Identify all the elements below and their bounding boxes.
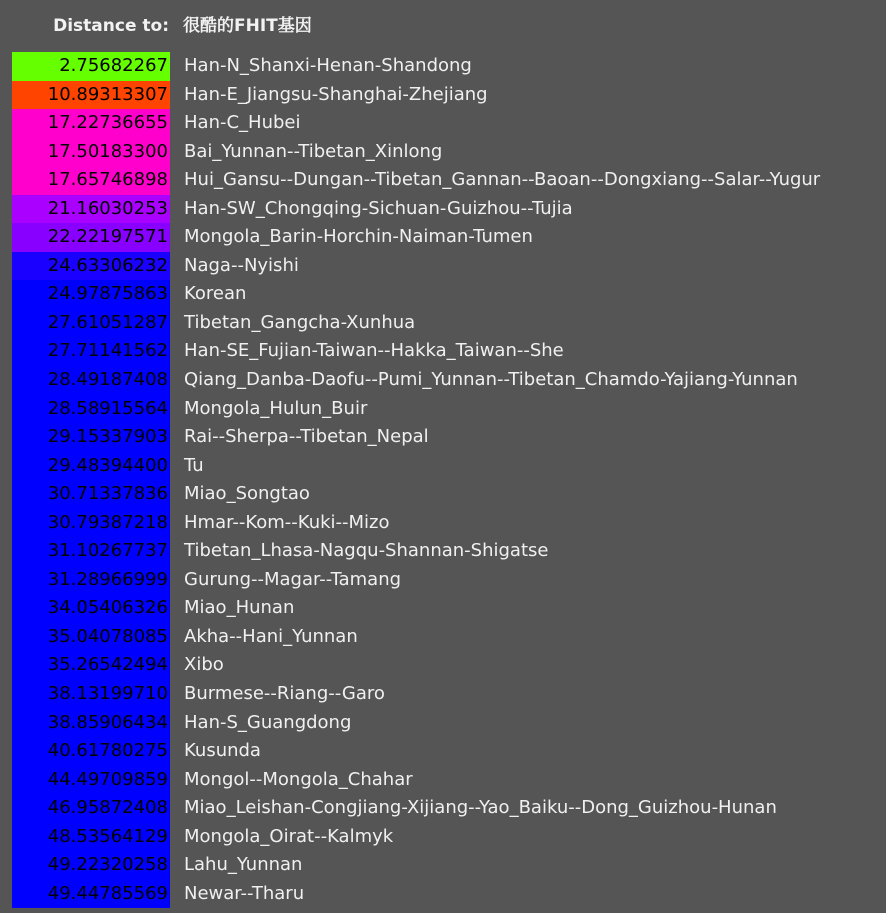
list-item bbox=[12, 109, 882, 138]
distance-to-label: Distance to: bbox=[53, 16, 169, 36]
list-item bbox=[12, 709, 882, 738]
list-item bbox=[12, 309, 882, 338]
list-item bbox=[12, 509, 882, 538]
distance-value: 29.48394400 bbox=[12, 452, 170, 481]
distance-value: 48.53564129 bbox=[12, 823, 170, 852]
list-item bbox=[12, 138, 882, 167]
distance-value: 27.61051287 bbox=[12, 309, 170, 338]
population-name: Bai_Yunnan--Tibetan_Xinlong bbox=[184, 140, 443, 162]
list-item bbox=[12, 452, 882, 481]
distance-value: 21.16030253 bbox=[12, 195, 170, 224]
distance-value: 28.58915564 bbox=[12, 395, 170, 424]
population-name: Akha--Hani_Yunnan bbox=[184, 625, 358, 647]
list-item bbox=[12, 337, 882, 366]
distance-value: 24.63306232 bbox=[12, 252, 170, 281]
distance-value: 24.97875863 bbox=[12, 280, 170, 309]
population-name: Han-N_Shanxi-Henan-Shandong bbox=[184, 55, 472, 76]
population-name: Han-SW_Chongqing-Sichuan-Guizhou--Tujia bbox=[184, 197, 573, 219]
population-name: Burmese--Riang--Garo bbox=[184, 683, 385, 705]
list-item bbox=[12, 480, 882, 509]
distance-value: 34.05406326 bbox=[12, 594, 170, 623]
list-item bbox=[12, 737, 882, 766]
distance-value: 38.85906434 bbox=[12, 709, 170, 738]
list-item bbox=[12, 823, 882, 852]
distance-value: 35.04078085 bbox=[12, 623, 170, 652]
list-item bbox=[12, 195, 882, 224]
list-item bbox=[12, 423, 882, 452]
list-item bbox=[12, 366, 882, 395]
distance-value: 22.22197571 bbox=[12, 223, 170, 252]
list-item bbox=[12, 851, 882, 880]
list-item bbox=[12, 623, 882, 652]
population-name: Newar--Tharu bbox=[184, 882, 305, 904]
distance-value: 30.79387218 bbox=[12, 509, 170, 538]
distance-value: 44.49709859 bbox=[12, 766, 170, 795]
distance-value: 29.15337903 bbox=[12, 423, 170, 452]
distance-value: 46.95872408 bbox=[12, 794, 170, 823]
population-name: Qiang_Danba-Daofu--Pumi_Yunnan--Tibetan_Chamdo-Yajiang-Yunnan bbox=[184, 369, 798, 391]
population-name: Miao_Leishan-Congjiang-Xijiang--Yao_Baiku--Dong_Guizhou-Hunan bbox=[184, 797, 777, 819]
results-header bbox=[0, 12, 886, 40]
list-item bbox=[12, 81, 882, 110]
population-name: Han-E_Jiangsu-Shanghai-Zhejiang bbox=[184, 83, 488, 105]
distance-value: 31.28966999 bbox=[12, 566, 170, 595]
list-item bbox=[12, 651, 882, 680]
population-name: Han-S_Guangdong bbox=[184, 711, 352, 733]
distance-value: 17.65746898 bbox=[12, 166, 170, 195]
distance-value: 35.26542494 bbox=[12, 651, 170, 680]
distance-value: 40.61780275 bbox=[12, 737, 170, 766]
distance-value: 28.49187408 bbox=[12, 366, 170, 395]
distance-value: 17.50183300 bbox=[12, 138, 170, 167]
list-item bbox=[12, 52, 882, 81]
list-item bbox=[12, 395, 882, 424]
distance-value: 49.22320258 bbox=[12, 851, 170, 880]
population-name: Naga--Nyishi bbox=[184, 254, 299, 276]
population-name: Tu bbox=[184, 454, 204, 476]
population-name: Tibetan_Lhasa-Nagqu-Shannan-Shigatse bbox=[184, 540, 549, 562]
population-name: Mongola_Barin-Horchin-Naiman-Tumen bbox=[184, 226, 533, 248]
population-name: Miao_Songtao bbox=[184, 483, 310, 505]
population-name: Mongola_Hulun_Buir bbox=[184, 397, 368, 419]
population-name: Kusunda bbox=[184, 740, 261, 762]
distance-value: 49.44785569 bbox=[12, 880, 170, 909]
list-item bbox=[12, 880, 882, 909]
distance-value: 30.71337836 bbox=[12, 480, 170, 509]
population-name: Mongol--Mongola_Chahar bbox=[184, 768, 413, 790]
list-item bbox=[12, 166, 882, 195]
population-name: Xibo bbox=[184, 654, 224, 676]
distance-value: 27.71141562 bbox=[12, 337, 170, 366]
distance-value: 31.10267737 bbox=[12, 537, 170, 566]
distance-value: 17.22736655 bbox=[12, 109, 170, 138]
target-name: 很酷的FHIT基因 bbox=[183, 16, 312, 36]
list-item bbox=[12, 280, 882, 309]
population-name: Lahu_Yunnan bbox=[184, 854, 303, 876]
population-name: Miao_Hunan bbox=[184, 597, 295, 619]
distance-value: 2.75682267 bbox=[12, 52, 170, 81]
distance-list bbox=[12, 52, 882, 908]
list-item bbox=[12, 594, 882, 623]
population-name: Tibetan_Gangcha-Xunhua bbox=[184, 311, 416, 333]
population-name: Korean bbox=[184, 283, 247, 305]
population-name: Gurung--Magar--Tamang bbox=[184, 568, 402, 590]
population-name: Mongola_Oirat--Kalmyk bbox=[184, 825, 394, 847]
population-name: Hmar--Kom--Kuki--Mizo bbox=[184, 511, 390, 533]
list-item bbox=[12, 766, 882, 795]
distance-value: 10.89313307 bbox=[12, 81, 170, 110]
population-name: Rai--Sherpa--Tibetan_Nepal bbox=[184, 426, 429, 448]
population-name: Han-C_Hubei bbox=[184, 112, 301, 134]
list-item bbox=[12, 794, 882, 823]
list-item bbox=[12, 252, 882, 281]
population-name: Han-SE_Fujian-Taiwan--Hakka_Taiwan--She bbox=[184, 340, 564, 362]
list-item bbox=[12, 680, 882, 709]
list-item bbox=[12, 537, 882, 566]
list-item bbox=[12, 223, 882, 252]
distance-value: 38.13199710 bbox=[12, 680, 170, 709]
list-item bbox=[12, 566, 882, 595]
population-name: Hui_Gansu--Dungan--Tibetan_Gannan--Baoan--Dongxiang--Salar--Yugur bbox=[184, 169, 821, 191]
